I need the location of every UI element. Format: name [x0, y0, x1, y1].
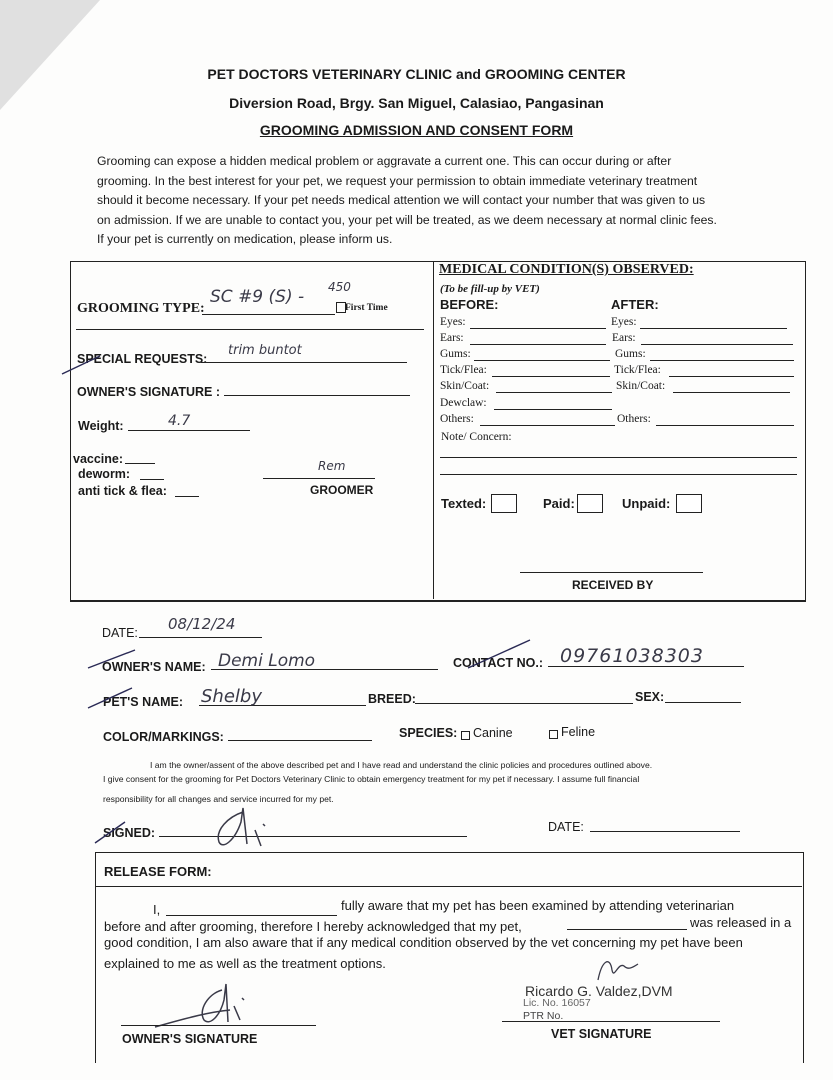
release-owner-sig-field[interactable] — [121, 1025, 316, 1026]
special-requests-field[interactable] — [201, 362, 407, 363]
species-label: SPECIES: — [399, 726, 458, 740]
date2-label: DATE: — [548, 820, 584, 834]
texted-label: Texted: — [441, 496, 487, 511]
after-eyes-field[interactable] — [640, 328, 787, 329]
note-field-2[interactable] — [440, 474, 797, 475]
received-by-field[interactable] — [520, 572, 703, 573]
date-value: 08/12/24 — [168, 615, 236, 633]
release-line-1b: fully aware that my pet has been examined by attending veterinarian — [341, 898, 735, 913]
release-divider — [96, 886, 802, 887]
release-owner-sig-label: OWNER'S SIGNATURE — [122, 1032, 258, 1046]
texted-checkbox[interactable] — [491, 494, 517, 513]
page-fold-shadow — [0, 0, 100, 110]
groomer-signature: Rem — [318, 459, 346, 473]
color-markings-label: COLOR/MARKINGS: — [103, 730, 224, 744]
before-item-eyes: Eyes: — [440, 316, 466, 328]
unpaid-label: Unpaid: — [622, 496, 671, 511]
before-eyes-field[interactable] — [470, 328, 606, 329]
pet-name-value: Shelby — [201, 686, 262, 707]
before-item-ears: Ears: — [440, 332, 464, 344]
after-item-skincoat: Skin/Coat: — [616, 380, 666, 392]
release-pet-field[interactable] — [567, 929, 687, 930]
pet-name-label: PET'S NAME: — [103, 695, 184, 709]
vet-sig-label: VET SIGNATURE — [551, 1027, 652, 1041]
before-dewclaw-field[interactable] — [494, 409, 612, 410]
contact-value: 09761038303 — [560, 645, 704, 667]
release-title: RELEASE FORM: — [104, 864, 212, 879]
release-line-1a: I, — [153, 902, 161, 917]
color-markings-field[interactable] — [228, 740, 372, 741]
paid-label: Paid: — [543, 496, 575, 511]
after-item-others: Others: — [617, 413, 651, 425]
after-ears-field[interactable] — [641, 344, 793, 345]
vet-subtitle: (To be fill-up by VET) — [440, 283, 540, 295]
after-gums-field[interactable] — [650, 360, 794, 361]
unpaid-checkbox[interactable] — [676, 494, 702, 513]
grooming-type-field[interactable] — [202, 314, 335, 315]
signed-label: SIGNED: — [103, 826, 156, 840]
intro-line: Grooming can expose a hidden medical problem or aggravate a current one. This can occur during or after — [97, 154, 672, 168]
owner-name-label: OWNER'S NAME: — [102, 660, 206, 674]
owner-signature-field[interactable] — [224, 395, 410, 396]
before-others-field[interactable] — [480, 425, 615, 426]
vet-lic-stamp: Lic. No. 16057 — [523, 997, 591, 1009]
owner-name-value: Demi Lomo — [218, 651, 316, 671]
owner-signature-scribble — [203, 802, 273, 852]
before-ears-field[interactable] — [470, 344, 606, 345]
after-tickflea-field[interactable] — [669, 376, 794, 377]
release-line-2a: before and after grooming, therefore I hereby acknowledged that my pet, — [104, 919, 522, 934]
antitick-field[interactable] — [175, 496, 199, 497]
after-item-tickflea: Tick/Flea: — [614, 364, 661, 376]
grooming-type-value: SC #9 (S) - — [210, 287, 305, 307]
consent-line-2: I give consent for the grooming for Pet Doctors Veterinary Clinic to obtain emergency treatment for my pet if necessary. I assume full financial — [103, 774, 640, 784]
sex-label: SEX: — [635, 690, 665, 704]
release-name-field[interactable] — [166, 915, 337, 916]
grooming-price-value: 450 — [328, 280, 351, 294]
consent-line-3: responsibility for all changes and service incurred for my pet. — [103, 794, 334, 804]
grooming-type-field-2[interactable] — [76, 329, 424, 330]
before-skincoat-field[interactable] — [496, 392, 612, 393]
vaccine-field[interactable] — [125, 463, 155, 464]
before-item-skincoat: Skin/Coat: — [440, 380, 490, 392]
after-item-gums: Gums: — [615, 348, 646, 360]
medical-condition-title: MEDICAL CONDITION(S) OBSERVED: — [439, 262, 694, 277]
vet-sig-field[interactable] — [502, 1021, 720, 1022]
after-item-ears: Ears: — [612, 332, 636, 344]
feline-label: Feline — [561, 725, 596, 739]
groomer-field[interactable] — [263, 478, 375, 479]
breed-label: BREED: — [368, 692, 416, 706]
consent-line-1: I am the owner/assent of the above described pet and I have read and understand the clinic policies and procedures outlined above. — [150, 760, 653, 770]
panel-divider — [433, 262, 434, 599]
antitick-label: anti tick & flea: — [78, 484, 167, 498]
weight-value: 4.7 — [168, 413, 191, 429]
note-label: Note/ Concern: — [441, 431, 512, 443]
owner-signature-label: OWNER'S SIGNATURE : — [77, 385, 221, 399]
feline-checkbox[interactable] — [549, 730, 558, 739]
after-others-field[interactable] — [656, 425, 794, 426]
form-title: GROOMING ADMISSION AND CONSENT FORM — [259, 122, 574, 138]
after-skincoat-field[interactable] — [673, 392, 790, 393]
release-line-3: good condition, I am also aware that if any medical condition observed by the vet concerning my pet have been — [104, 935, 743, 950]
date-field[interactable] — [139, 637, 262, 638]
clinic-address: Diversion Road, Brgy. San Miguel, Calasiao, Pangasinan — [229, 95, 604, 111]
before-item-tickflea: Tick/Flea: — [440, 364, 487, 376]
vaccine-label: vaccine: — [73, 452, 124, 466]
before-gums-field[interactable] — [474, 360, 610, 361]
before-item-others: Others: — [440, 413, 474, 425]
intro-line: on admission. If we are unable to contact you, your pet will be treated, as we deem necessary at normal clinic fees. — [97, 212, 717, 227]
intro-paragraph — [97, 152, 747, 250]
before-tickflea-field[interactable] — [492, 376, 610, 377]
after-item-eyes: Eyes: — [611, 316, 637, 328]
canine-label: Canine — [473, 726, 513, 740]
release-line-2b: was released in a — [690, 915, 792, 930]
date2-field[interactable] — [590, 831, 740, 832]
clinic-name: PET DOCTORS VETERINARY CLINIC and GROOMING CENTER — [207, 66, 626, 82]
release-line-4: explained to me as well as the treatment options. — [104, 956, 386, 971]
grooming-type-label: GROOMING TYPE: — [77, 301, 205, 316]
special-requests-value: trim buntot — [228, 343, 302, 358]
weight-label: Weight: — [78, 419, 124, 433]
special-requests-label: SPECIAL REQUESTS: — [77, 352, 208, 366]
contact-label: CONTACT NO.: — [453, 656, 544, 670]
received-by-label: RECEIVED BY — [572, 578, 654, 592]
deworm-field[interactable] — [140, 479, 164, 480]
canine-checkbox[interactable] — [461, 731, 470, 740]
vet-name-stamp: Ricardo G. Valdez,DVM — [525, 983, 673, 999]
intro-line: should it become necessary. If your pet needs medical attention we will contact your number that was given to us — [97, 193, 706, 207]
before-item-dewclaw: Dewclaw: — [440, 397, 487, 409]
vet-ptr-stamp: PTR No. — [523, 1010, 564, 1022]
date-label: DATE: — [102, 626, 138, 640]
after-label: AFTER: — [611, 297, 659, 312]
breed-field[interactable] — [415, 703, 633, 704]
weight-field[interactable] — [128, 430, 250, 431]
sex-field[interactable] — [665, 702, 741, 703]
first-time-label: First Time — [345, 303, 388, 313]
intro-line: If your pet is currently on medication, please inform us. — [97, 232, 393, 246]
groomer-label: GROOMER — [310, 483, 374, 497]
before-item-gums: Gums: — [440, 348, 471, 360]
paid-checkbox[interactable] — [577, 494, 603, 513]
intro-line: grooming. In the best interest for your pet, we request your permission to obtain immediate veterinary treatment — [97, 173, 698, 188]
deworm-label: deworm: — [78, 467, 131, 481]
before-label: BEFORE: — [440, 297, 499, 312]
note-field-1[interactable] — [440, 457, 797, 458]
